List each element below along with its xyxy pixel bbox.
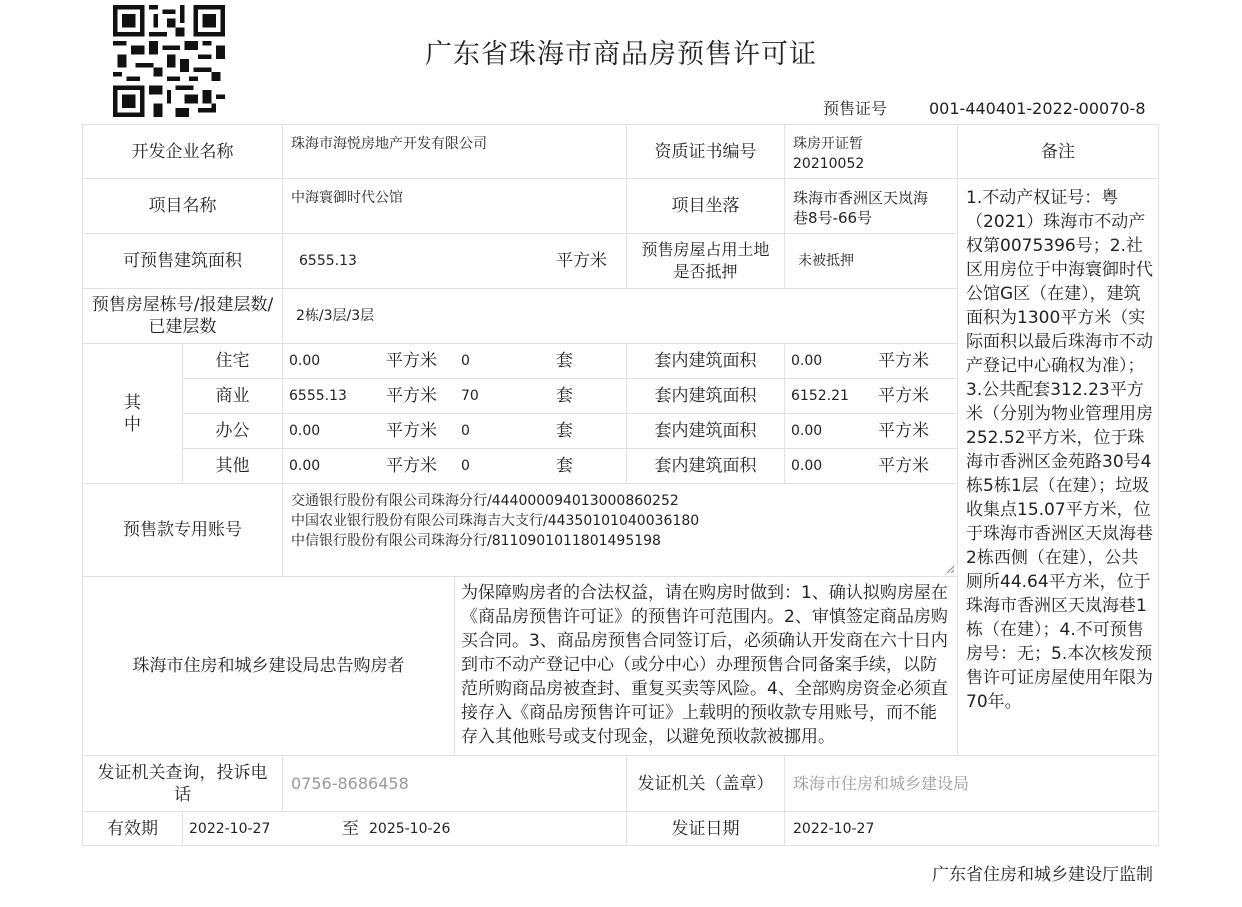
validity-value: [182, 811, 627, 846]
breakdown-type-residential: 住宅: [182, 343, 283, 379]
breakdown-label: [82, 343, 183, 484]
breakdown-inner-label: 套内建筑面积: [626, 413, 785, 449]
project-label: 项目名称: [82, 178, 283, 234]
breakdown-inner-unit: 平方米: [878, 421, 929, 441]
validity-from: 2022-10-27: [189, 820, 271, 837]
issue-date-label: 发证日期: [626, 811, 785, 846]
breakdown-area: 0.00: [289, 423, 321, 439]
breakdown-area-unit: 平方米: [386, 351, 437, 371]
breakdown-inner-unit: 平方米: [878, 351, 929, 371]
validity-to: 2025-10-26: [369, 820, 451, 837]
breakdown-row-office: [282, 413, 627, 449]
breakdown-row-residential: [282, 343, 627, 379]
permit-number-value: 001-440401-2022-00070-8: [929, 99, 1146, 118]
breakdown-inner-value: 0.00: [791, 423, 823, 439]
developer-label: 开发企业名称: [82, 124, 283, 179]
breakdown-label-line2: 中: [124, 414, 141, 435]
account-label: 预售款专用账号: [82, 483, 283, 577]
mortgage-label-line2: 是否抵押: [673, 262, 738, 281]
breakdown-type-other: 其他: [182, 448, 283, 484]
buildings-value: 2栋/3层/3层: [282, 288, 958, 344]
advice-label: 珠海市住房和城乡建设局忠告购房者: [82, 576, 455, 756]
breakdown-type-commercial: 商业: [182, 378, 283, 414]
qualification-value-line1: 珠房开证暂: [793, 136, 863, 152]
developer-value: 珠海市海悦房地产开发有限公司: [282, 124, 627, 179]
breakdown-area: 0.00: [289, 458, 321, 474]
contact-label: [82, 755, 283, 812]
buildings-label-line2: 已建层数: [148, 317, 217, 337]
resize-handle-icon[interactable]: [946, 565, 954, 573]
account-textarea[interactable]: [282, 483, 958, 577]
buildings-label-line1: 预售房屋栋号/报建层数/: [91, 295, 274, 315]
validity-label: 有效期: [82, 811, 183, 846]
issuer-value: 珠海市住房和城乡建设局: [784, 755, 1159, 812]
breakdown-area-unit: 平方米: [386, 456, 437, 476]
issuer-label: 发证机关（盖章）: [626, 755, 785, 812]
permit-table: [82, 124, 1159, 846]
qualification-value: [784, 124, 958, 179]
location-value: [784, 178, 958, 234]
breakdown-inner-label: 套内建筑面积: [626, 378, 785, 414]
presale-area-number: 6555.13: [299, 253, 357, 269]
permit-number-label: 预售证号: [823, 99, 888, 118]
mortgage-label: [626, 233, 785, 289]
account-line: 中国农业银行股份有限公司珠海吉大支行/44350101040036180: [291, 513, 700, 529]
breakdown-count: 70: [461, 388, 479, 404]
breakdown-count-unit: 套: [556, 421, 573, 441]
breakdown-inner-unit: 平方米: [878, 386, 929, 406]
mortgage-label-line1: 预售房屋占用土地: [641, 240, 770, 259]
breakdown-area: 6555.13: [289, 388, 347, 404]
account-line: 交通银行股份有限公司珠海分行/444000094013000860252: [291, 493, 679, 509]
breakdown-type-office: 办公: [182, 413, 283, 449]
breakdown-row-commercial: [282, 378, 627, 414]
qualification-value-line2: 20210052: [793, 156, 865, 172]
breakdown-inner-label: 套内建筑面积: [626, 448, 785, 484]
breakdown-inner-unit: 平方米: [878, 456, 929, 476]
breakdown-count: 0: [461, 423, 470, 439]
contact-label-line2: 话: [174, 784, 191, 805]
breakdown-area-unit: 平方米: [386, 421, 437, 441]
location-value-line1: 珠海市香洲区天岚海: [793, 189, 929, 207]
remarks-label: 备注: [957, 124, 1159, 179]
page-title: 广东省珠海市商品房预售许可证: [425, 39, 817, 70]
location-value-line2: 巷8号-66号: [793, 209, 873, 227]
remarks-text: 1.不动产权证号：粤（2021）珠海市不动产权第0075396号；2.社区用房位于中海寰御时代公馆G区（在建），建筑面积为1300平方米（实际面积以最后珠海市不动产登记中心确权为准）；3.公共配套312.23平方米（分别为物业管理用房252.52平方米，位于珠海市香洲区金苑路30号4栋5栋1层（在建）；垃圾收集点15.07平方米，位于珠海市香洲区天岚海巷2栋西侧（在建），公共厕所44.64平方米，位于珠海市香洲区天岚海巷1栋（在建）；4.不可预售房号：无；5.本次核发预售许可证房屋使用年限为70年。: [957, 178, 1159, 758]
presale-area-label: 可预售建筑面积: [82, 233, 283, 289]
project-value: 中海寰御时代公馆: [282, 178, 627, 234]
breakdown-inner-other: [784, 448, 958, 484]
presale-area-unit: 平方米: [556, 251, 607, 271]
breakdown-row-other: [282, 448, 627, 484]
account-line: 中信银行股份有限公司珠海分行/8110901011801495198: [291, 533, 661, 549]
mortgage-value: 未被抵押: [784, 233, 958, 289]
breakdown-inner-office: [784, 413, 958, 449]
validity-to-label: 至: [342, 818, 359, 839]
breakdown-count: 0: [461, 458, 470, 474]
permit-number-row: [823, 96, 1146, 119]
breakdown-count-unit: 套: [556, 351, 573, 371]
breakdown-area-unit: 平方米: [386, 386, 437, 406]
footer-supervisor: 广东省住房和城乡建设厅监制: [932, 865, 1153, 885]
breakdown-inner-value: 0.00: [791, 353, 823, 369]
breakdown-inner-commercial: [784, 378, 958, 414]
breakdown-count: 0: [461, 353, 470, 369]
location-label: 项目坐落: [626, 178, 785, 234]
qualification-label: 资质证书编号: [626, 124, 785, 179]
account-lines: [291, 491, 949, 551]
advice-text: 为保障购房者的合法权益，请在购房时做到：1、确认拟购房屋在《商品房预售许可证》的预售许可范围内。2、审慎签定商品房购买合同。3、商品房预售合同签订后，必须确认开发商在六十日内到市不动产登记中心（或分中心）办理预售合同备案手续，以防范所购商品房被查封、重复买卖等风险。4、全部购房资金必须直接存入《商品房预售许可证》上载明的预收款专用账号，而不能存入其他账号或支付现金，以避免预收款被挪用。: [454, 576, 958, 756]
presale-area-value: [282, 233, 627, 289]
breakdown-count-unit: 套: [556, 456, 573, 476]
breakdown-inner-value: 0.00: [791, 458, 823, 474]
breakdown-inner-residential: [784, 343, 958, 379]
issue-date-value: 2022-10-27: [784, 811, 1159, 846]
breakdown-inner-value: 6152.21: [791, 388, 849, 404]
contact-label-line1: 发证机关查询，投诉电: [97, 762, 268, 783]
breakdown-area: 0.00: [289, 353, 321, 369]
breakdown-label-line1: 其: [124, 392, 141, 413]
breakdown-count-unit: 套: [556, 386, 573, 406]
breakdown-inner-label: 套内建筑面积: [626, 343, 785, 379]
buildings-label: [82, 288, 283, 344]
contact-value: 0756-8686458: [282, 755, 627, 812]
